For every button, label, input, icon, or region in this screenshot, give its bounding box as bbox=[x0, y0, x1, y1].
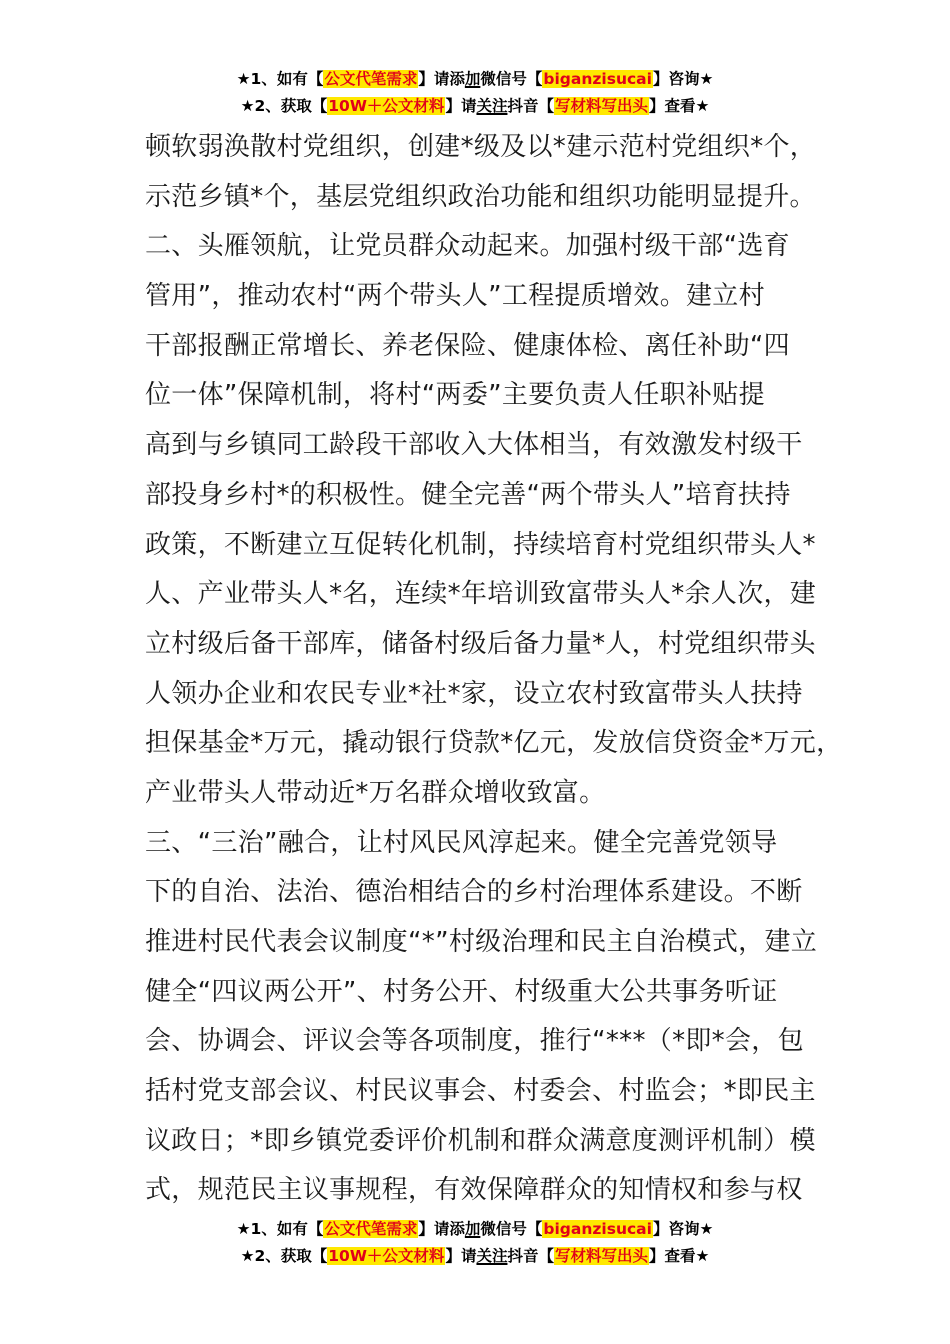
body-line: 干部报酬正常增长、养老保险、健康体检、离任补助“四 bbox=[145, 330, 790, 361]
body-line: 二、头雁领航，让党员群众动起来。加强村级干部“选育 bbox=[145, 231, 790, 262]
body-line: 会、协调会、评议会等各项制度，推行“***（*即*会，包 bbox=[145, 1026, 804, 1057]
body-line: 健全“四议两公开”、村务公开、村级重大公共事务听证 bbox=[145, 976, 778, 1007]
body-line: 顿软弱涣散村党组织，创建*级及以*建示范村党组织*个， bbox=[145, 132, 817, 162]
body-line: 担保基金*万元，撬动银行贷款*亿元，发放信贷资金*万元， bbox=[145, 728, 843, 759]
promo-text: ★1、如有【 bbox=[236, 70, 324, 88]
body-line: 式，规范民主议事规程，有效保障群众的知情权和参与权 bbox=[145, 1175, 803, 1206]
document-body bbox=[145, 123, 843, 1216]
body-line: 人领办企业和农民专业*社*家，设立农村致富带头人扶持 bbox=[145, 678, 803, 709]
promo-text: ★1、如有【 bbox=[236, 1220, 324, 1238]
promo-text: 】咨询★ bbox=[652, 70, 714, 88]
body-line: 示范乡镇*个，基层党组织政治功能和组织功能明显提升。 bbox=[145, 181, 816, 212]
promo-banner-top bbox=[0, 66, 950, 120]
promo-text: 抖音【 bbox=[507, 97, 554, 115]
promo-line-1 bbox=[0, 66, 950, 93]
promo-underlined: 关注 bbox=[476, 97, 508, 115]
body-line: 位一体”保障机制，将村“两委”主要负责人任职补贴提 bbox=[145, 380, 765, 411]
promo-highlight: 10W＋公文材料 bbox=[328, 97, 445, 115]
promo-underlined: 加 bbox=[464, 1220, 481, 1238]
promo-text: 】请添 bbox=[418, 1220, 465, 1238]
promo-highlight: 公文代笔需求 bbox=[324, 70, 418, 88]
promo-text: 】请 bbox=[445, 1247, 477, 1265]
promo-underlined: 关注 bbox=[476, 1247, 508, 1265]
promo-text: ★2、获取【 bbox=[240, 1247, 328, 1265]
body-line: 部投身乡村*的积极性。健全完善“两个带头人”培育扶持 bbox=[145, 479, 791, 510]
promo-highlight: biganzisucai bbox=[543, 1220, 652, 1238]
promo-text: 微信号【 bbox=[480, 1220, 543, 1238]
promo-text: 】请 bbox=[445, 97, 477, 115]
promo-line-2 bbox=[0, 93, 950, 120]
promo-highlight: 10W＋公文材料 bbox=[328, 1247, 445, 1265]
body-line: 括村党支部会议、村民议事会、村委会、村监会；*即民主 bbox=[145, 1076, 816, 1107]
promo-highlight: biganzisucai bbox=[543, 70, 652, 88]
promo-underlined: 加 bbox=[464, 70, 481, 88]
promo-line-2 bbox=[0, 1243, 950, 1270]
promo-text: ★2、获取【 bbox=[240, 97, 328, 115]
body-line: 下的自治、法治、德治相结合的乡村治理体系建设。不断 bbox=[145, 877, 803, 908]
promo-text: 微信号【 bbox=[480, 70, 543, 88]
body-line: 政策，不断建立互促转化机制，持续培育村党组织带头人* bbox=[145, 529, 816, 560]
promo-highlight: 写材料写出头 bbox=[554, 1247, 648, 1265]
body-line: 立村级后备干部库，储备村级后备力量*人，村党组织带头 bbox=[145, 628, 816, 659]
body-line: 人、产业带头人*名，连续*年培训致富带头人*余人次，建 bbox=[145, 579, 817, 610]
promo-highlight: 写材料写出头 bbox=[554, 97, 648, 115]
body-line: 三、“三治”融合，让村风民风淳起来。健全完善党领导 bbox=[145, 827, 778, 858]
body-line: 议政日；*即乡镇党委评价机制和群众满意度测评机制）模 bbox=[145, 1125, 816, 1156]
promo-banner-bottom bbox=[0, 1216, 950, 1270]
body-line: 推进村民代表会议制度“*”村级治理和民主自治模式，建立 bbox=[145, 927, 818, 957]
promo-text: 】查看★ bbox=[649, 1247, 710, 1265]
promo-text: 】查看★ bbox=[649, 97, 710, 115]
promo-text: 抖音【 bbox=[507, 1247, 554, 1265]
promo-highlight: 公文代笔需求 bbox=[324, 1220, 418, 1238]
promo-line-1 bbox=[0, 1216, 950, 1243]
body-line: 产业带头人带动近*万名群众增收致富。 bbox=[145, 777, 606, 808]
body-line: 高到与乡镇同工龄段干部收入大体相当，有效激发村级干 bbox=[145, 430, 803, 461]
body-line: 管用”，推动农村“两个带头人”工程提质增效。建立村 bbox=[145, 281, 765, 312]
promo-text: 】请添 bbox=[418, 70, 465, 88]
promo-text: 】咨询★ bbox=[652, 1220, 714, 1238]
